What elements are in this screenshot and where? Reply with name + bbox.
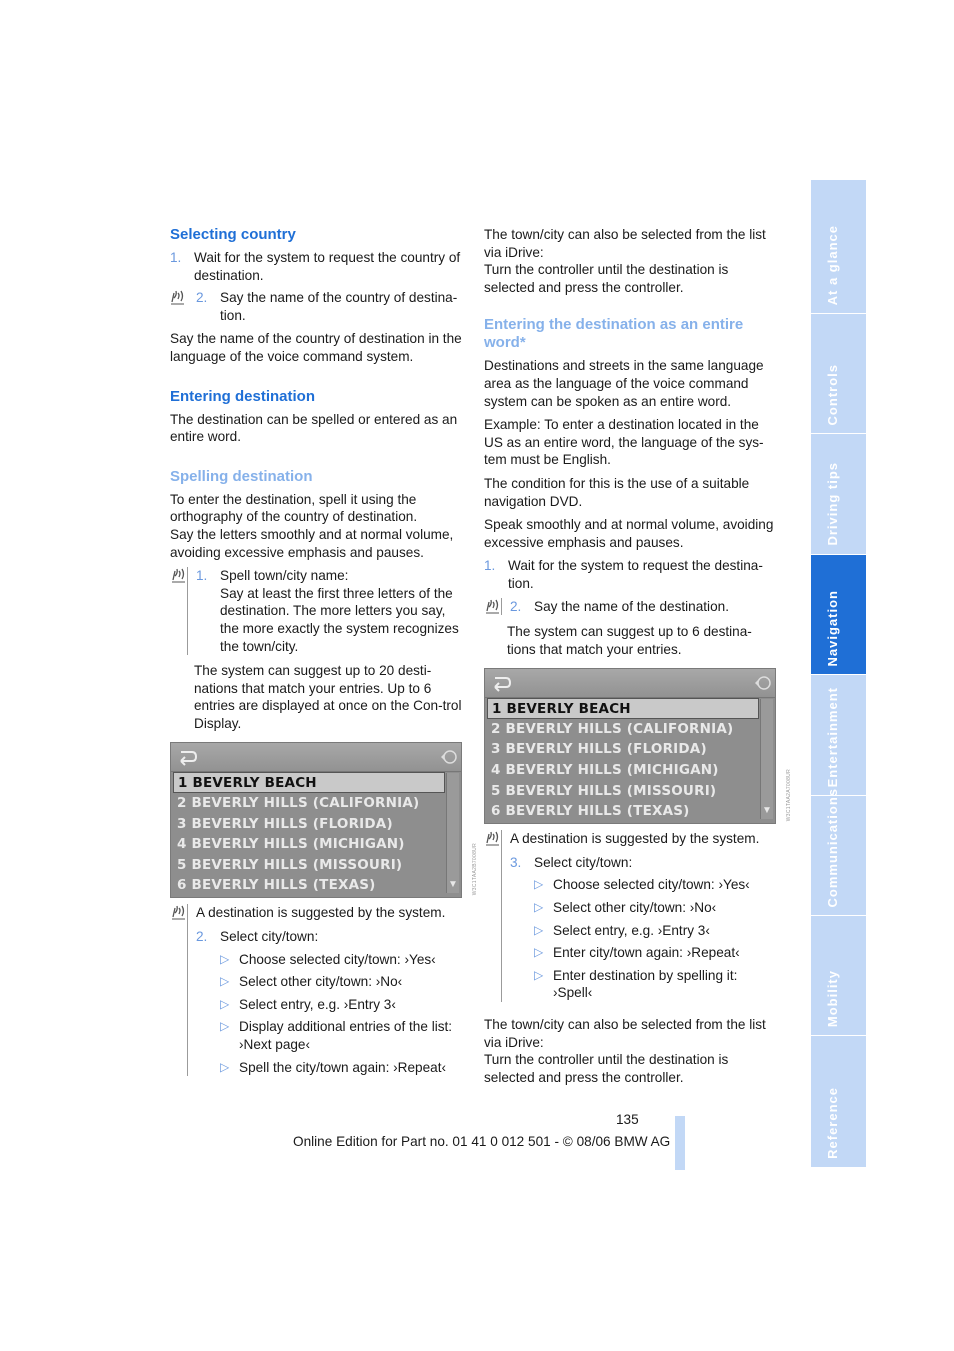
tab-at-a-glance[interactable]: At a glance (811, 180, 866, 314)
list-item: 4 BEVERLY HILLS (MICHIGAN) (177, 836, 405, 853)
paragraph: The system can suggest up to 20 desti-nations that match your entries. Up to 6 entries are displayed at once on the Con-trol Display. (194, 663, 462, 731)
chevron-down-icon: ▼ (762, 804, 772, 816)
step-text: Spell town/city name: (220, 568, 349, 584)
list-item: ▷ Enter city/town again: ›Repeat‹ (534, 945, 740, 961)
list-item: ▷ Select other city/town: ›No‹ (534, 900, 717, 916)
list-item (510, 854, 776, 872)
voice-block (170, 289, 462, 324)
list-item: ▷ Display additional entries of the list: ›Next page‹ (220, 1019, 453, 1053)
list-item: ▷ Select other city/town: ›No‹ (220, 974, 403, 990)
tab-communications[interactable]: Communications (811, 796, 866, 916)
list-item (196, 928, 462, 946)
destination-list (173, 772, 445, 896)
paragraph: Destinations and streets in the same language area as the language of the voice command system can be spoken as an entire word. (484, 358, 764, 409)
triangle-bullet-icon: ▷ (220, 951, 230, 966)
list-item: 6 BEVERLY HILLS (TEXAS) (491, 803, 690, 820)
paragraph: The system can suggest up to 6 destina-tions that match your entries. (507, 624, 752, 657)
step-number: 2. (510, 598, 522, 614)
tab-driving-tips[interactable]: Driving tips (811, 434, 866, 555)
list-item: 6 BEVERLY HILLS (TEXAS) (177, 877, 376, 894)
footer-text: Online Edition for Part no. 01 41 0 012 501 - © 08/06 BMW AG (293, 1134, 671, 1149)
step-text: Wait for the system to request the destina-tion. (508, 558, 763, 591)
step-text: Select city/town: (534, 854, 633, 870)
voice-block (187, 567, 462, 655)
paragraph: Example: To enter a destination located in the US as an entire word, the language of the sys-tem must be English. (484, 417, 764, 468)
triangle-bullet-icon: ▷ (220, 1019, 230, 1034)
step-number: 1. (196, 568, 208, 584)
list-item: 4 BEVERLY HILLS (MICHIGAN) (491, 762, 719, 779)
option-list (196, 951, 462, 1077)
list-item (196, 289, 462, 324)
step-number: 1. (170, 250, 182, 265)
heading-entire-word: Entering the destination as an entire word* (484, 316, 744, 352)
list-item: 2 BEVERLY HILLS (CALIFORNIA) (491, 720, 734, 737)
page-number: 135 (616, 1112, 639, 1127)
voice-command-icon (170, 289, 185, 305)
step-number: 3. (510, 854, 522, 870)
back-arrow-icon (177, 748, 199, 766)
list-item: ▷ Choose selected city/town: ›Yes‹ (534, 877, 750, 893)
scroll-icon (753, 673, 771, 693)
list-item (170, 249, 462, 284)
scrollbar (760, 699, 773, 819)
option-list (510, 876, 776, 1002)
triangle-bullet-icon: ▷ (534, 877, 544, 892)
chevron-down-icon: ▼ (448, 878, 458, 890)
paragraph: Say the name of the country of destination in the language of the voice command system. (170, 331, 462, 364)
paragraph: The town/city can also be selected from the list via iDrive: (484, 1017, 766, 1050)
paragraph: A destination is suggested by the system. (196, 905, 446, 921)
list-item: 3 BEVERLY HILLS (FLORIDA) (491, 741, 707, 758)
back-arrow-icon (491, 674, 513, 692)
heading-spelling-destination: Spelling destination (170, 467, 313, 485)
paragraph: The town/city can also be selected from the list via iDrive: (484, 227, 766, 260)
control-display-screenshot (170, 742, 478, 898)
paragraph: Turn the controller until the destination is selected and press the controller. (484, 1052, 729, 1085)
triangle-bullet-icon: ▷ (534, 945, 544, 960)
paragraph: A destination is suggested by the system. (510, 831, 760, 847)
tab-mobility[interactable]: Mobility (811, 916, 866, 1036)
step-text: Say the name of the country of destina-tion. (220, 290, 458, 323)
image-code: W3C1TAA2B7008UR (472, 843, 478, 896)
list-item: 5 BEVERLY HILLS (MISSOURI) (177, 856, 403, 873)
paragraph: The condition for this is the use of a suitable navigation DVD. (484, 475, 750, 509)
heading-selecting-country: Selecting country (170, 226, 296, 243)
paragraph: To enter the destination, spell it using the orthography of the country of destination. (170, 491, 418, 525)
triangle-bullet-icon: ▷ (534, 922, 544, 937)
triangle-bullet-icon: ▷ (220, 974, 230, 989)
list-item: 1 BEVERLY BEACH (487, 698, 759, 719)
step-text: Select city/town: (220, 929, 319, 945)
list-item: ▷ Enter destination by spelling it: ›Spell‹ (534, 967, 738, 1001)
tab-reference[interactable]: Reference (811, 1036, 866, 1168)
left-column (170, 226, 478, 1081)
list-item: ▷ Select entry, e.g. ›Entry 3‹ (534, 922, 710, 938)
tab-controls[interactable]: Controls (811, 314, 866, 434)
voice-command-icon (485, 598, 500, 614)
scrollbar (446, 773, 459, 893)
chapter-tabs (811, 180, 866, 1168)
triangle-bullet-icon: ▷ (220, 996, 230, 1011)
page-marker (675, 1116, 685, 1170)
list-item: 2 BEVERLY HILLS (CALIFORNIA) (177, 795, 420, 812)
step-text: Wait for the system to request the country of destination. (194, 250, 461, 283)
right-column (484, 226, 792, 1092)
destination-list (487, 698, 759, 822)
voice-command-icon (485, 830, 500, 846)
voice-block (187, 904, 462, 1076)
list-item: ▷ Choose selected city/town: ›Yes‹ (220, 951, 436, 967)
tab-navigation[interactable]: Navigation (811, 555, 866, 675)
step-number: 1. (484, 558, 496, 574)
voice-block (501, 598, 776, 616)
list-item: 5 BEVERLY HILLS (MISSOURI) (491, 782, 717, 799)
step-text: Say the name of the destination. (534, 598, 729, 614)
control-display-screenshot (484, 668, 792, 824)
voice-command-icon (171, 904, 186, 920)
list-item: 3 BEVERLY HILLS (FLORIDA) (177, 815, 393, 832)
voice-block (501, 830, 776, 1002)
tab-entertainment[interactable]: Entertainment (811, 675, 866, 796)
paragraph: Turn the controller until the destination is selected and press the controller. (484, 262, 729, 295)
list-item (484, 557, 776, 592)
list-item: ▷ Select entry, e.g. ›Entry 3‹ (220, 996, 396, 1012)
step-number: 2. (196, 290, 208, 306)
list-item: ▷ Spell the city/town again: ›Repeat‹ (220, 1059, 447, 1075)
voice-command-icon (171, 567, 186, 583)
triangle-bullet-icon: ▷ (534, 900, 544, 915)
list-item (196, 567, 462, 655)
triangle-bullet-icon: ▷ (220, 1059, 230, 1074)
paragraph: The destination can be spelled or entered as an entire word. (170, 411, 458, 445)
step-number: 2. (196, 929, 208, 945)
triangle-bullet-icon: ▷ (534, 967, 544, 982)
image-code: W3C1TAA2A7008UR (786, 769, 792, 822)
list-item (510, 598, 776, 616)
scroll-icon (439, 747, 457, 767)
paragraph: Say the letters smoothly and at normal volume, avoiding excessive emphasis and pauses. (170, 526, 454, 560)
list-item: 1 BEVERLY BEACH (173, 772, 445, 793)
paragraph: Speak smoothly and at normal volume, avoiding excessive emphasis and pauses. (484, 517, 774, 550)
step-detail: Say at least the first three letters of the destination. The more letters you say, the more exactly the system recognizes the town/city. (220, 585, 459, 654)
heading-entering-destination: Entering destination (170, 387, 316, 405)
